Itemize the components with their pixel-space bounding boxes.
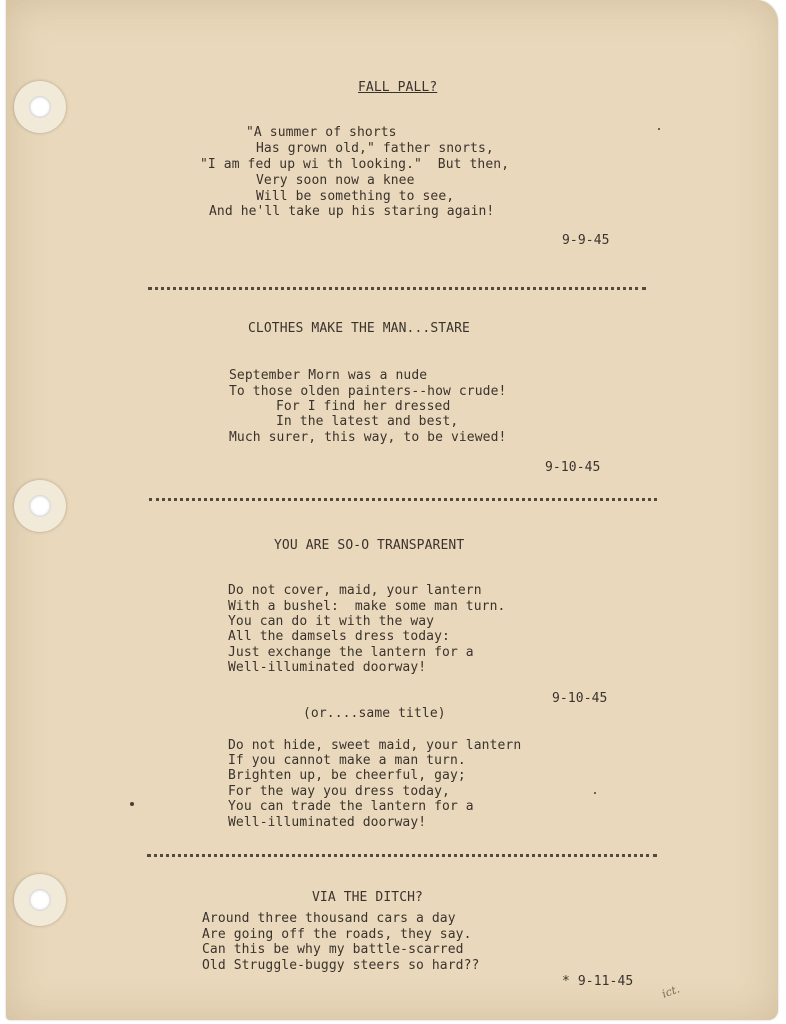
poem-line: Can this be why my battle-scarred bbox=[202, 942, 464, 957]
poem-line: And he'll take up his staring again! bbox=[209, 204, 495, 219]
poem-line: You can trade the lantern for a bbox=[228, 799, 474, 814]
binder-hole-bottom bbox=[14, 874, 66, 926]
poem-title: FALL PALL? bbox=[358, 80, 438, 95]
poem-line: Do not cover, maid, your lantern bbox=[228, 583, 482, 598]
poem-line: If you cannot make a man turn. bbox=[228, 753, 466, 768]
poem-line: Much surer, this way, to be viewed! bbox=[229, 430, 507, 445]
typewritten-page bbox=[6, 0, 778, 1020]
section-divider bbox=[148, 287, 646, 290]
poem-line: "I am fed up wi th looking." But then, bbox=[200, 157, 510, 172]
poem-line: Around three thousand cars a day bbox=[202, 911, 456, 926]
poem-line: Just exchange the lantern for a bbox=[228, 645, 474, 660]
poem-line: Well-illuminated doorway! bbox=[228, 815, 427, 830]
poem-line: Very soon now a knee bbox=[256, 173, 415, 188]
paper-speck bbox=[594, 792, 596, 794]
poem-date: * 9-11-45 bbox=[562, 974, 634, 989]
handwritten-margin-note: ict. bbox=[660, 982, 682, 1001]
paper-speck bbox=[658, 128, 660, 130]
poem-title: CLOTHES MAKE THE MAN...STARE bbox=[248, 321, 470, 336]
poem-line: To those olden painters--how crude! bbox=[229, 384, 507, 399]
poem-line: Well-illuminated doorway! bbox=[228, 660, 427, 675]
binder-hole-middle bbox=[14, 480, 66, 532]
section-divider bbox=[149, 498, 657, 501]
poem-date: 9-10-45 bbox=[545, 460, 601, 475]
poem-line: For I find her dressed bbox=[276, 399, 451, 414]
poem-title: VIA THE DITCH? bbox=[312, 890, 423, 905]
section-divider bbox=[147, 854, 657, 857]
poem-line: For the way you dress today, bbox=[228, 784, 450, 799]
poem-date: 9-9-45 bbox=[562, 233, 610, 248]
poem-line: With a bushel: make some man turn. bbox=[228, 599, 506, 614]
poem-line: Will be something to see, bbox=[256, 189, 455, 204]
poem-line: All the damsels dress today: bbox=[228, 629, 450, 644]
poem-line: In the latest and best, bbox=[276, 414, 459, 429]
binder-hole-top bbox=[14, 81, 66, 133]
poem-line: September Morn was a nude bbox=[229, 368, 428, 383]
poem-title: YOU ARE SO-O TRANSPARENT bbox=[274, 538, 465, 553]
poem-date: 9-10-45 bbox=[552, 691, 608, 706]
poem-line: Do not hide, sweet maid, your lantern bbox=[228, 738, 522, 753]
poem-line: You can do it with the way bbox=[228, 614, 435, 629]
paper-speck bbox=[130, 802, 134, 806]
poem-line: Old Struggle-buggy steers so hard?? bbox=[202, 958, 480, 973]
alternate-version-label: (or....same title) bbox=[303, 706, 446, 721]
poem-line: "A summer of shorts bbox=[246, 125, 397, 140]
poem-line: Brighten up, be cheerful, gay; bbox=[228, 768, 466, 783]
poem-line: Has grown old," father snorts, bbox=[256, 141, 494, 156]
poem-line: Are going off the roads, they say. bbox=[202, 927, 472, 942]
